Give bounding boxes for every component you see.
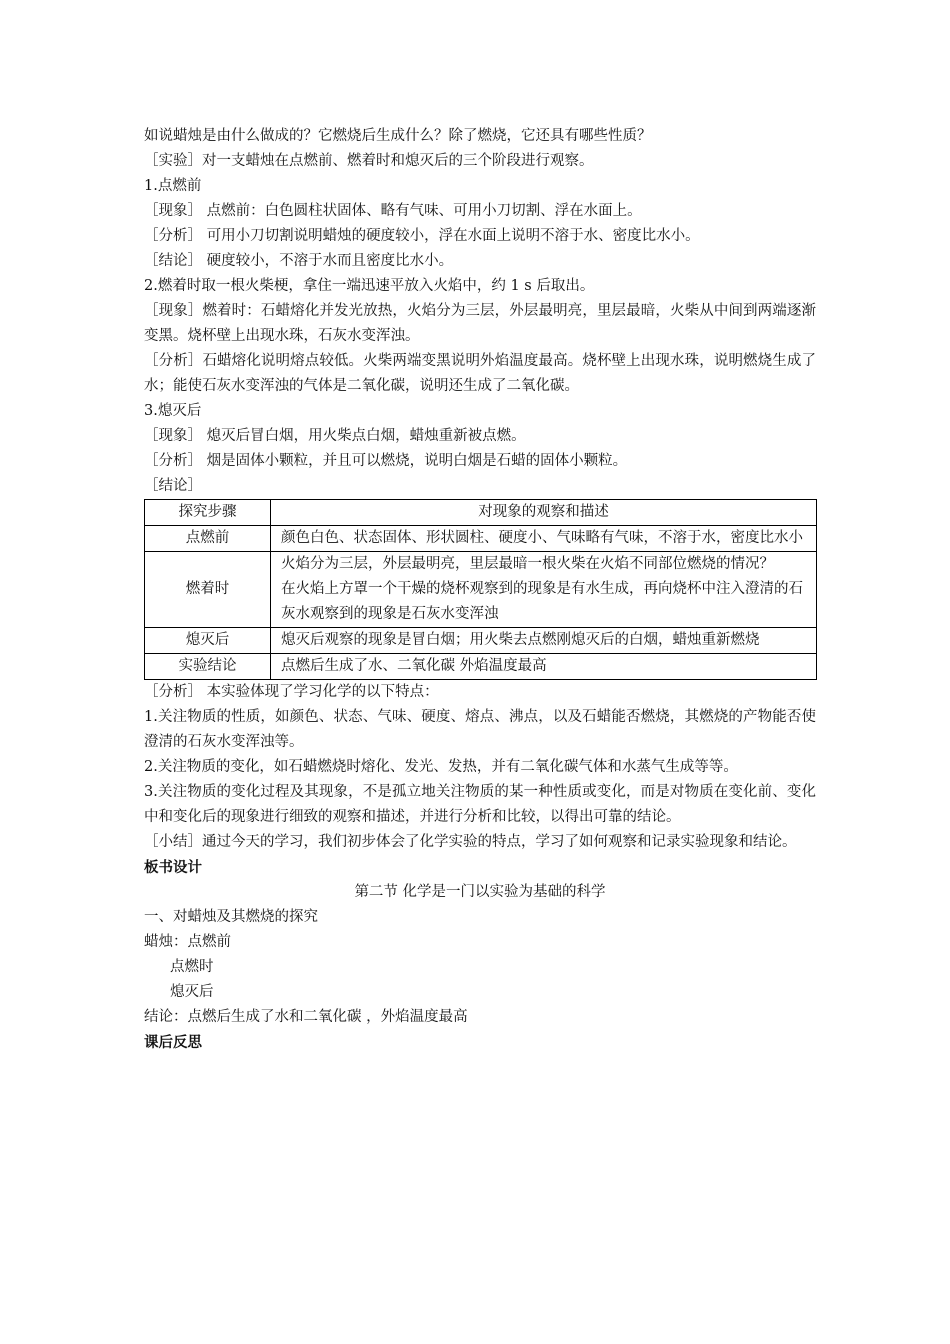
table-cell-description: 点燃后生成了水、二氧化碳 外焰温度最高 — [271, 654, 817, 680]
table-cell-step: 燃着时 — [145, 552, 271, 628]
table-row — [145, 526, 817, 552]
board-heading: 板书设计 — [144, 859, 202, 876]
experiment-statement: ［实验］对一支蜡烛在点燃前、燃着时和熄灭后的三个阶段进行观察。 — [144, 153, 594, 169]
summary-analysis: ［分析］ 本实验体现了学习化学的以下特点： — [144, 684, 439, 700]
table-cell-description: 颜色白色、状态固体、形状圆柱、硬度小、气味略有气味，不溶于水，密度比水小 — [271, 526, 817, 552]
table-cell-line: 在火焰上方罩一个干燥的烧杯观察到的现象是有水生成，再向烧杯中注入澄清的石灰水观察到的现象是石灰水变浑浊 — [281, 581, 803, 622]
board-line-3: 熄灭后 — [170, 984, 214, 1000]
table-header-row — [145, 500, 817, 526]
table-cell-step: 熄灭后 — [145, 628, 271, 654]
stage3-conclusion-label: ［结论］ — [144, 478, 202, 494]
table-header-step: 探究步骤 — [145, 500, 271, 526]
intro-question: 如说蜡烛是由什么做成的？它燃烧后生成什么？除了燃烧，它还具有哪些性质？ — [144, 128, 652, 144]
board-line-2: 点燃时 — [170, 959, 214, 975]
board-conclusion: 结论：点燃后生成了水和二氧化碳 ，外焰温度最高 — [144, 1009, 468, 1025]
observation-table — [144, 499, 817, 680]
stage1-conclusion: ［结论］ 硬度较小，不溶于水而且密度比水小。 — [144, 253, 454, 269]
stage1-phenomenon: ［现象］ 点燃前：白色圆柱状固体、略有气味、可用小刀切割、浮在水面上。 — [144, 203, 642, 219]
table-cell-description: 熄灭后观察的现象是冒白烟；用火柴去点燃刚熄灭后的白烟，蜡烛重新燃烧 — [271, 628, 817, 654]
table-row — [145, 654, 817, 680]
stage2-analysis: ［分析］石蜡熔化说明熔点较低。火柴两端变黑说明外焰温度最高。烧杯壁上出现水珠，说明燃烧生成了水；能使石灰水变浑浊的气体是二氧化碳，说明还生成了二氧化碳。 — [144, 353, 816, 394]
table-cell-step: 点燃前 — [145, 526, 271, 552]
table-cell-description — [271, 552, 817, 628]
stage2-phenomenon: ［现象］燃着时：石蜡熔化并发光放热，火焰分为三层，外层最明亮，里层最暗，火柴从中间到两端逐渐变黑。烧杯壁上出现水珠，石灰水变浑浊。 — [144, 303, 816, 344]
reflection-heading: 课后反思 — [144, 1034, 202, 1051]
table-cell-step: 实验结论 — [145, 654, 271, 680]
summary-point-1: 1.关注物质的性质，如颜色、状态、气味、硬度、熔点、沸点，以及石蜡能否燃烧，其燃烧的产物能否使澄清的石灰水变浑浊等。 — [144, 709, 816, 750]
stage1-heading: 1.点燃前 — [144, 178, 202, 194]
stage1-analysis: ［分析］ 可用小刀切割说明蜡烛的硬度较小，浮在水面上说明不溶于水、密度比水小。 — [144, 228, 700, 244]
table-row — [145, 552, 817, 628]
table-header-description: 对现象的观察和描述 — [271, 500, 817, 526]
document-page — [144, 124, 816, 1055]
stage3-analysis: ［分析］ 烟是固体小颗粒，并且可以燃烧，说明白烟是石蜡的固体小颗粒。 — [144, 453, 628, 469]
stage3-heading: 3.熄灭后 — [144, 403, 202, 419]
table-row — [145, 628, 817, 654]
summary-point-2: 2.关注物质的变化，如石蜡燃烧时熔化、发光、发热，并有二氧化碳气体和水蒸气生成等等。 — [144, 759, 738, 775]
board-section: 一、对蜡烛及其燃烧的探究 — [144, 909, 318, 925]
stage2-heading: 2.燃着时取一根火柴梗，拿住一端迅速平放入火焰中，约 1 s 后取出。 — [144, 278, 595, 294]
stage3-phenomenon: ［现象］ 熄灭后冒白烟，用火柴点白烟，蜡烛重新被点燃。 — [144, 428, 526, 444]
summary-point-3: 3.关注物质的变化过程及其现象，不是孤立地关注物质的某一种性质或变化，而是对物质在变化前、变化中和变化后的现象进行细致的观察和描述，并进行分析和比较，以得出可靠的结论。 — [144, 784, 816, 825]
board-title: 第二节 化学是一门以实验为基础的科学 — [354, 884, 606, 900]
board-line-1: 蜡烛：点燃前 — [144, 934, 231, 950]
summary-recap: ［小结］通过今天的学习，我们初步体会了化学实验的特点，学习了如何观察和记录实验现象和结论。 — [144, 834, 797, 850]
table-cell-line: 火焰分为三层，外层最明亮，里层最暗一根火柴在火焰不同部位燃烧的情况？ — [281, 556, 774, 572]
